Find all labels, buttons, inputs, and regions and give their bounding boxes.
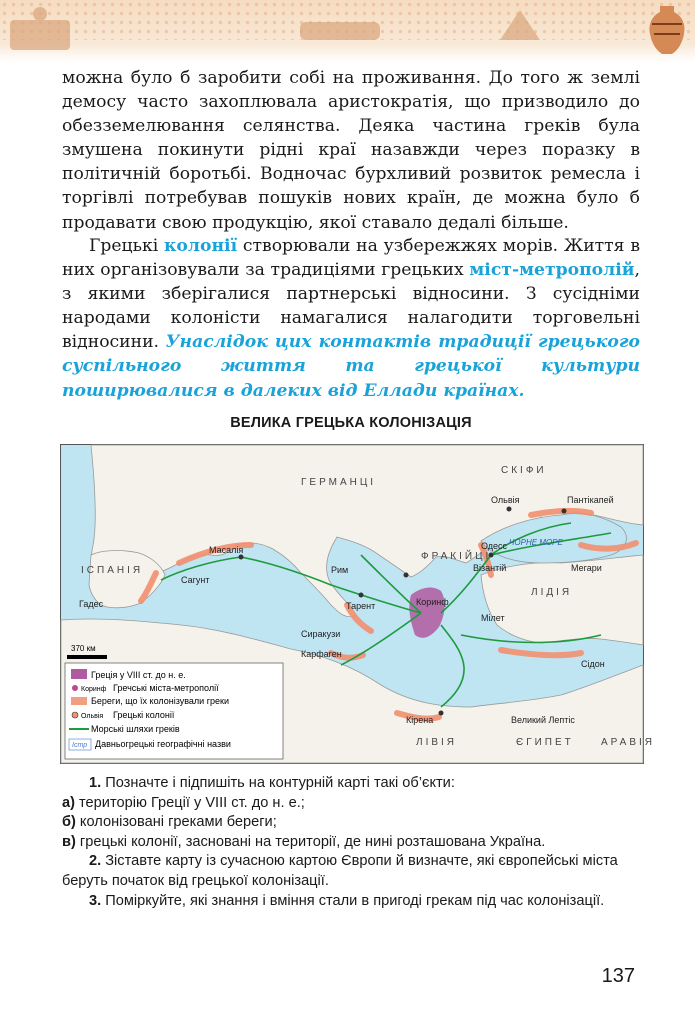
region-label-arabia: АРАВІЯ (601, 737, 656, 748)
region-label-lydia: ЛІДІЯ (531, 587, 573, 598)
city-label-sidon: Сідон (581, 659, 605, 669)
paragraph-1-text: можна було б заробити собі на проживання. До того ж землі демосу часто захоплювала аристократія, що призводило до обезземелювання селянства. Деяка частина греків була змушена покинути рідні краї назавжди через поразку в політичній боротьбі. Водночас бурхливий розвиток ремесла і торгівлі потребував пошуків нових країн, де можна було б продавати свою продукцію, якої ставало дедалі більше. (62, 68, 640, 233)
paragraph-2-part-a: Грецькі (89, 236, 164, 256)
task-1b-number: б) (62, 814, 76, 831)
city-label-syracuse: Сиракузи (301, 629, 341, 639)
legend-item-greece: Греція у VIII ст. до н. е. (91, 670, 186, 680)
region-label-libya: ЛІВІЯ (416, 737, 458, 748)
region-label-thracians: ФРАКІЙЦІ (421, 551, 492, 562)
region-label-scythians: СКІФИ (501, 465, 547, 476)
legend-item-colonies: Грецькі колонії (113, 710, 175, 720)
map-legend (65, 663, 283, 759)
city-label-pantikapei: Пантікапей (567, 495, 614, 505)
task-1b (62, 813, 640, 833)
page-number: 137 (601, 965, 635, 987)
city-label-byzantium: Візантій (473, 563, 507, 573)
task-3-text: Поміркуйте, які знання і вміння стали в пригоді грекам під час колонізації. (101, 892, 605, 909)
banner-figures-decoration (0, 0, 695, 62)
task-1 (62, 774, 640, 794)
term-metropolis: міст-метрополій (469, 260, 635, 281)
header-banner (0, 0, 695, 62)
task-1c-text: грецькі колонії, засновані на території, де нині розташована Україна. (75, 833, 546, 850)
city-label-sinope: Мегари (571, 563, 602, 573)
paragraph-2 (62, 234, 640, 403)
task-1a (62, 794, 640, 814)
city-label-odess: Одесс (481, 541, 508, 551)
city-label-olbia: Ольвія (491, 495, 520, 505)
city-label-carthage: Карфаген (301, 649, 342, 659)
city-label-gades: Гадес (79, 599, 104, 609)
region-label-egypt: ЄГИПЕТ (516, 737, 574, 748)
legend-item-names: Давньогрецькі географічні назви (95, 739, 231, 749)
city-label-rome: Рим (331, 565, 349, 575)
task-1a-number: а) (62, 794, 75, 811)
task-2-text: Зіставте карту із сучасною картою Європи й визначте, які європейські міста беруть початок від грецької колонізації. (62, 853, 618, 889)
paragraph-2-part-b: створювали на узбережжях морів. Життя в них організовували за традиціями грецьких (62, 236, 640, 281)
legend-item-routes: Морські шляхи греків (91, 724, 180, 734)
task-1-number: 1. (89, 775, 102, 791)
paragraph-1 (62, 66, 640, 235)
city-label-tarent: Тарент (346, 601, 376, 611)
region-label-spain: ІСПАНІЯ (81, 565, 144, 576)
task-1a-text: територію Греції у VIII ст. до н. е.; (74, 794, 305, 811)
task-3 (62, 892, 640, 912)
legend-sample-corinth: Коринф (81, 686, 107, 693)
city-label-miletus: Мілет (481, 613, 505, 623)
city-label-naucratis: Великий Лептіс (511, 715, 575, 725)
city-label-saguntum: Сагунт (181, 575, 210, 585)
paragraph-2-part-c: , з якими зберігалися партнерські відносини. З сусідніми народами колоністи намагалися налагодити торговельні відносини. (62, 260, 640, 353)
legend-item-coasts: Береги, що їх колонізували греки (91, 696, 229, 706)
term-colonies: колонії (164, 236, 238, 256)
region-label-germans: ГЕРМАНЦІ (301, 477, 377, 488)
city-label-cyrene: Кірена (406, 715, 434, 725)
task-1b-text: колонізовані греками береги; (75, 814, 277, 831)
task-1c-number: в) (62, 833, 76, 850)
highlighted-conclusion: Унаслідок цих контактів традиції грецького суспільного життя та грецької культури поширювалися в далеких від Еллади країнах. (62, 332, 640, 401)
legend-item-metropolis: Гречські міста-метрополії (113, 683, 219, 693)
scale-bar (67, 655, 107, 659)
legend-sample-olbia: Ольвія (81, 713, 104, 720)
task-3-number: 3. (89, 892, 102, 909)
city-label-corinth: Коринф (416, 597, 449, 607)
city-label-massalia: Масалія (209, 545, 244, 555)
black-sea-label: ЧОРНЕ МОРЕ (509, 538, 563, 547)
scale-label: 370 км (71, 644, 96, 653)
task-1c (62, 833, 640, 853)
amphora-icon (642, 2, 692, 62)
task-1-text: Позначте і підпишіть на контурній карті такі об’єкти: (101, 775, 455, 791)
task-2 (62, 852, 640, 891)
tasks-block (62, 774, 640, 911)
paragraph-2-text (62, 234, 640, 403)
task-2-number: 2. (89, 853, 102, 870)
legend-sample-istr: Істр (72, 742, 88, 749)
colonization-map (60, 444, 656, 764)
map-canvas (61, 445, 656, 763)
map-title: ВЕЛИКА ГРЕЦЬКА КОЛОНІЗАЦІЯ (230, 415, 472, 431)
